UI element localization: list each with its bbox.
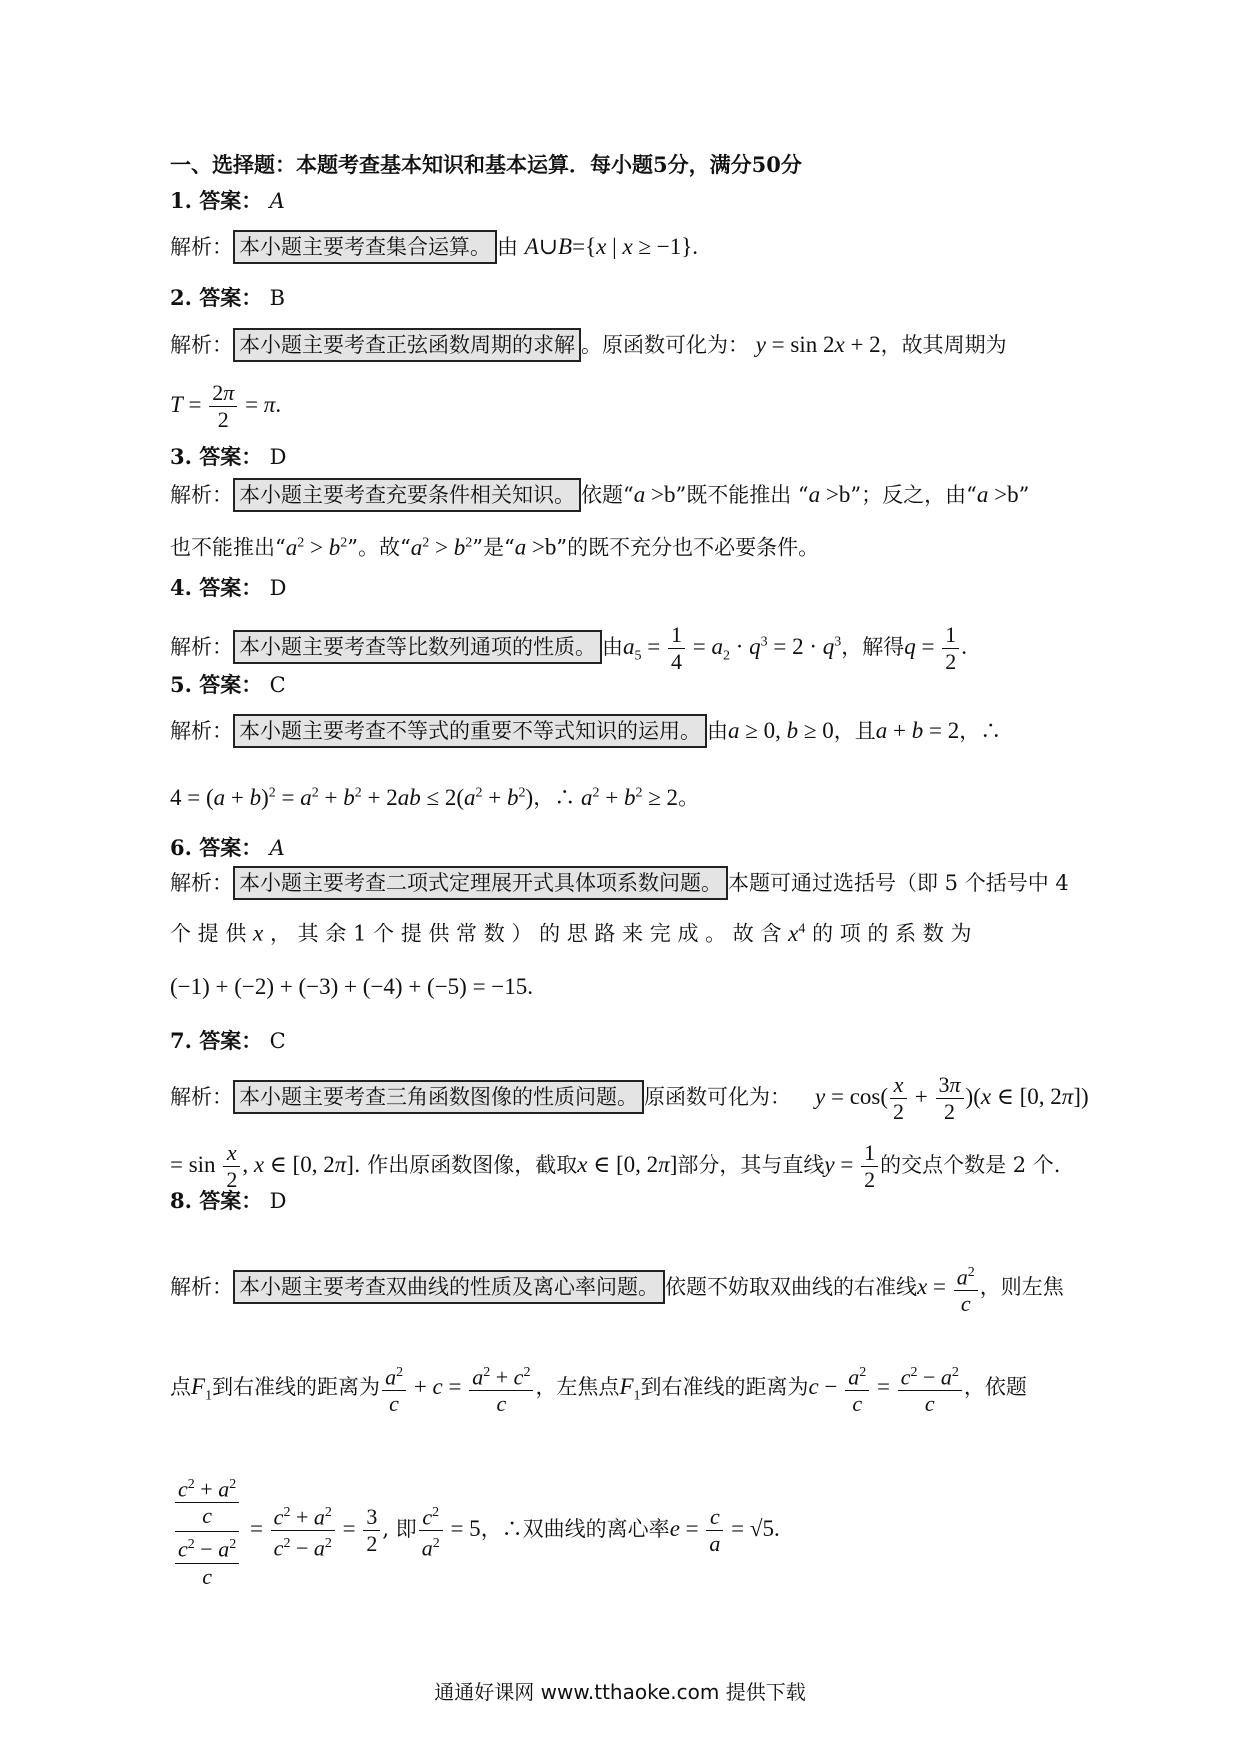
q4-text-2: ，解得	[841, 634, 905, 659]
q1-answer-line	[170, 186, 285, 216]
q8-text-3: 点	[170, 1374, 191, 1399]
q8-answer-value: D	[269, 1189, 287, 1213]
q2-formula: y = sin 2x + 2	[755, 332, 881, 357]
q3-topic-box: 本小题主要考查充要条件相关知识。	[233, 478, 581, 512]
q3-text-5: 也不能推出“	[170, 535, 286, 560]
q3-text-3: ”；反之，由“	[850, 483, 977, 507]
q8-compound-fraction: $\frac{\frac{c^2 + a^2}{c}}{\frac{c^2 - a^2}{c}}$ = $\frac{c^2 + a^2}{c^2 - a^2}$ = $\frac{3}{2}$	[170, 1516, 382, 1541]
q3-analysis-line: 解析： 本小题主要考查充要条件相关知识。 依题“a >b”既不能推出 “a >b”；反之，由“a >b”	[170, 478, 1029, 512]
q4-analysis-line: 解析： 本小题主要考查等比数列通项的性质。 由$a_5$ = $\frac{1}{4}$ = $a_2 \cdot q^3 = 2 \cdot q^3$，解得q = $\frac{1}{2}$ .	[170, 622, 968, 674]
q5-text-2: ，且	[833, 719, 876, 743]
answer-label: 答案：	[199, 188, 263, 213]
q7-topic-box: 本小题主要考查三角函数图像的性质问题。	[233, 1080, 644, 1114]
q7-text-2: . 作出原函数图像，截取	[353, 1152, 578, 1177]
q8-answer-line	[170, 1186, 286, 1216]
q1-formula: A∪B={x | x ≥ −1}.	[524, 234, 699, 259]
q5-analysis-line: 解析： 本小题主要考查不等式的重要不等式知识的运用。 由a ≥ 0, b ≥ 0，且a + b = 2，∴	[170, 714, 1001, 748]
q1-number: 1.	[170, 188, 192, 213]
q3-answer-line	[170, 442, 286, 472]
q2-period-formula: T = $\frac{2\pi}{2}$ = π.	[170, 380, 282, 432]
page-footer: 通通好课网 www.tthaoke.com 提供下载	[434, 1680, 806, 1704]
analysis-label: 解析：	[170, 634, 233, 659]
analysis-label: 解析：	[170, 483, 233, 507]
q5-number: 5.	[170, 672, 192, 697]
q6-text-2: 个 提 供	[170, 921, 247, 946]
q8-text: 依题不妨取双曲线的右准线	[665, 1274, 917, 1299]
q7-text-4: 的交点个数是 2 个.	[880, 1152, 1061, 1177]
answer-label: 答案：	[199, 1028, 263, 1053]
q7-text-3: 部分，其与直线	[677, 1152, 825, 1177]
q5-text: 由	[707, 719, 728, 743]
q6-text-3: ， 其 余 1 个 提 供 常 数 ） 的 思 路 来 完 成 。 故 含	[269, 921, 782, 946]
q8-topic-box: 本小题主要考查双曲线的性质及离心率问题。	[233, 1270, 665, 1304]
q2-answer-value: B	[269, 286, 285, 310]
q4-topic-box: 本小题主要考查等比数列通项的性质。	[233, 630, 602, 664]
q6-result-line: (−1) + (−2) + (−3) + (−4) + (−5) = −15.	[170, 974, 534, 999]
q3-text-7: ”是“	[472, 535, 515, 560]
q1-topic-box: 本小题主要考查集合运算。	[233, 230, 497, 264]
analysis-label: 解析：	[170, 1274, 233, 1299]
q8-number: 8.	[170, 1188, 192, 1213]
q5-text-3: ，∴	[959, 719, 1002, 743]
q7-analysis-line: 解析： 本小题主要考查三角函数图像的性质问题。 原函数可化为： y = cos( $\frac{x}{2}$ + $\frac{3\pi}{2}$ )(x ∈ [0, 2π])	[170, 1072, 1089, 1124]
q4-formula: $a_5$ = $\frac{1}{4}$ = $a_2 \cdot q^3 = 2 \cdot q^3$	[623, 622, 842, 674]
section-title: 一、选择题：本题考查基本知识和基本运算．每小题5分，满分50分	[170, 152, 802, 177]
q5-analysis-line-2: $4 = (a + b)^2 = a^2 + b^2 + 2ab \le 2(a^2 + b^2)$，∴ $a^2 + b^2 \ge 2$。	[170, 784, 700, 810]
analysis-label: 解析：	[170, 235, 233, 259]
q1-text: 由	[497, 235, 518, 259]
q8-text-6: 到右准线的距离为	[640, 1374, 809, 1399]
answer-label: 答案：	[199, 444, 263, 469]
q3-text-2: ”既不能推出 “	[675, 483, 809, 507]
q2-analysis-line	[170, 328, 1007, 362]
q1-answer-value: A	[269, 189, 285, 213]
answer-label: 答案：	[199, 575, 263, 600]
q6-number: 6.	[170, 835, 192, 860]
q6-analysis-line-2: 个 提 供 x ， 其 余 1 个 提 供 常 数 ） 的 思 路 来 完 成 。 故 含 $x^4$ 的 项 的 系 数 为	[170, 920, 972, 946]
q2-text-2: ，故其周期为	[880, 333, 1007, 357]
q7-answer-value: C	[269, 1029, 286, 1053]
q2-number: 2.	[170, 285, 192, 310]
q3-text-4: ”	[1018, 483, 1030, 507]
q5-text-5: 。	[678, 785, 700, 810]
analysis-label: 解析：	[170, 719, 233, 743]
q8-text-8: , 即	[382, 1517, 417, 1542]
q8-text-7: ，依题	[963, 1374, 1027, 1399]
q5-answer-line	[170, 670, 286, 700]
q4-answer-line	[170, 573, 286, 603]
q8-text-5: ，左焦点	[535, 1374, 620, 1399]
q4-number: 4.	[170, 575, 192, 600]
q3-answer-value: D	[269, 445, 287, 469]
q8-analysis-line-3: $\frac{\frac{c^2 + a^2}{c}}{\frac{c^2 - a^2}{c}}$ = $\frac{c^2 + a^2}{c^2 - a^2}$ = $\frac{3}{2}$ , 即 $\frac{c^2}{a^2}$ = 5，∴双曲线的离心率e = $\frac{c}{a}$ = √5.	[170, 1472, 780, 1590]
q6-text: 本题可通过选括号（即 5 个括号中 4	[728, 871, 1069, 895]
q3-text: 依题“	[581, 483, 634, 507]
q2-text: 。原函数可化为：	[581, 333, 749, 357]
q8-analysis-line-2: 点$F_1$到右准线的距离为 $\frac{a^2}{c}$ + c = $\frac{a^2 + c^2}{c}$ ，左焦点$F_1$到右准线的距离为c − $\frac{a^2}{c}$ = $\frac{c^2 - a^2}{c}$ ，依题	[170, 1360, 1027, 1417]
q6-answer-line	[170, 833, 285, 863]
q7-analysis-line-2: = sin $\frac{x}{2}$ , x ∈ [0, 2π]. 作出原函数图像，截取x ∈ [0, 2π]部分，其与直线y = $\frac{1}{2}$ 的交点个数是 2 个.	[170, 1140, 1061, 1192]
analysis-label: 解析：	[170, 1084, 233, 1109]
q7-number: 7.	[170, 1028, 192, 1053]
q8-analysis-line: 解析： 本小题主要考查双曲线的性质及离心率问题。 依题不妨取双曲线的右准线x = $\frac{a^2}{c}$ ，则左焦	[170, 1260, 1064, 1317]
q4-answer-value: D	[269, 576, 287, 600]
q2-answer-line	[170, 283, 285, 313]
q8-text-9: ，∴双曲线的离心率	[480, 1517, 670, 1542]
q8-text-4: 到右准线的距离为	[212, 1374, 381, 1399]
q3-text-8: ”的既不充分也不必要条件。	[556, 535, 820, 560]
q1-analysis-line	[170, 230, 698, 264]
q5-topic-box: 本小题主要考查不等式的重要不等式知识的运用。	[233, 714, 707, 748]
q5-answer-value: C	[269, 673, 286, 697]
answer-label: 答案：	[199, 672, 263, 697]
q7-text: 原函数可化为：	[644, 1084, 791, 1109]
q6-text-4: 的 项 的 系 数 为	[812, 921, 972, 946]
answer-label: 答案：	[199, 1188, 263, 1213]
q4-text: 由	[602, 634, 623, 659]
answer-label: 答案：	[199, 835, 263, 860]
q6-analysis-line	[170, 866, 1069, 900]
q3-analysis-line-2: 也不能推出“$a^2 > b^2$”。故“$a^2 > b^2$”是“a >b”的既不充分也不必要条件。	[170, 534, 820, 560]
q3-text-6: ”。故“	[347, 535, 411, 560]
q6-topic-box: 本小题主要考查二项式定理展开式具体项系数问题。	[233, 866, 728, 900]
analysis-label: 解析：	[170, 871, 233, 895]
q8-text-2: ，则左焦	[979, 1274, 1064, 1299]
q5-text-4: ，∴	[533, 785, 576, 810]
q2-period-line	[170, 380, 281, 433]
q2-topic-box: 本小题主要考查正弦函数周期的求解	[233, 328, 581, 362]
q3-number: 3.	[170, 444, 192, 469]
q7-answer-line	[170, 1026, 286, 1056]
q6-answer-value: A	[269, 836, 285, 860]
answer-label: 答案：	[199, 285, 263, 310]
analysis-label: 解析：	[170, 333, 233, 357]
